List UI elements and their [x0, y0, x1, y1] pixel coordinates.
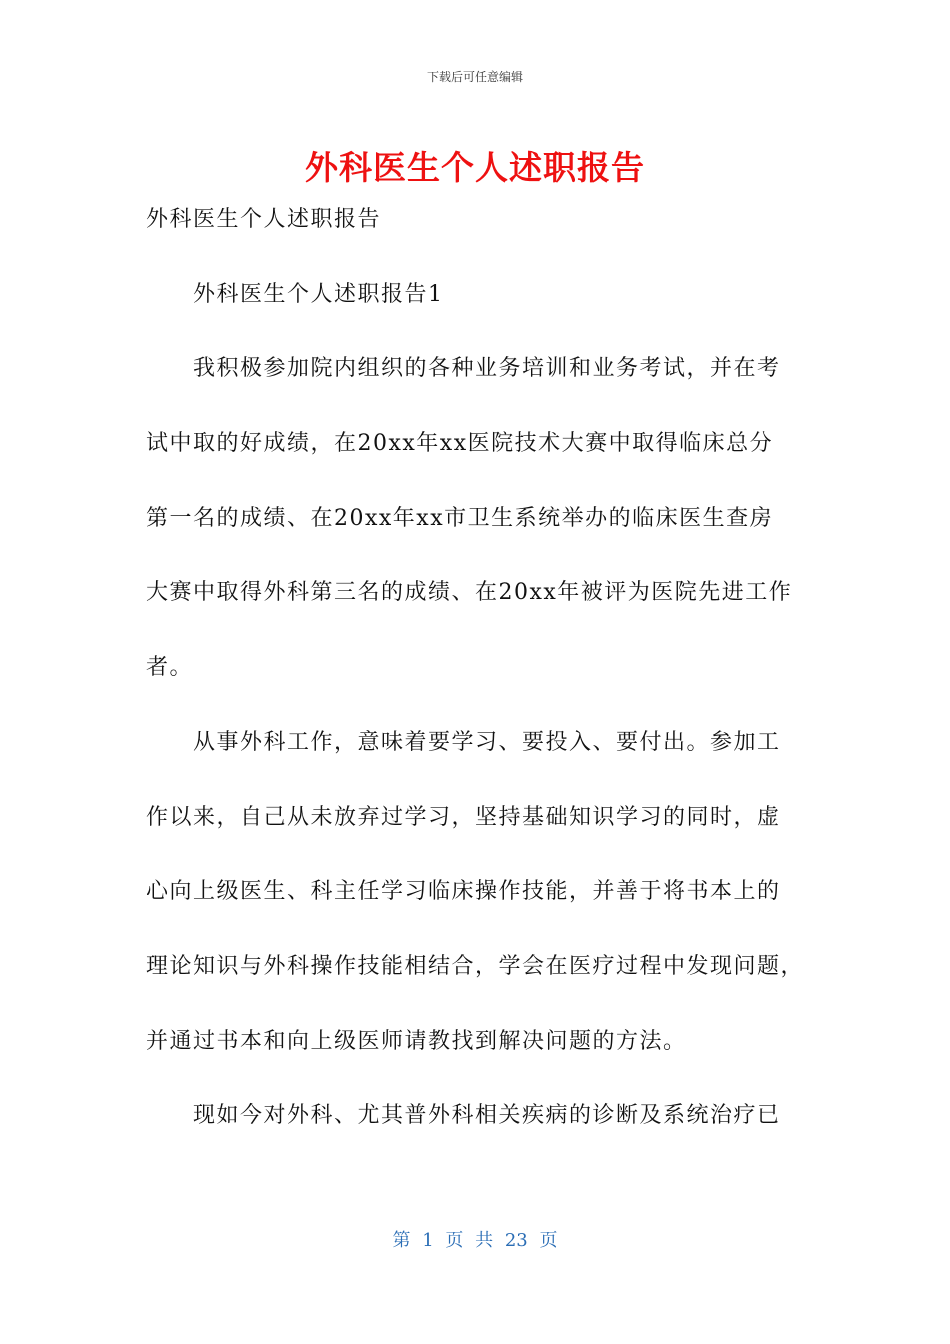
paragraph-line: 者。 [146, 655, 194, 680]
document-title: 外科医生个人述职报告 [305, 148, 645, 187]
paragraph-line: 大赛中取得外科第三名的成绩、在20xx年被评为医院先进工作 [146, 580, 793, 605]
paragraph-line: 并通过书本和向上级医师请教找到解决问题的方法。 [146, 1029, 687, 1054]
header-note: 下载后可任意编辑 [426, 70, 523, 84]
paragraph-line: 从事外科工作，意味着要学习、要投入、要付出。参加工 [193, 730, 781, 755]
section-heading: 外科医生个人述职报告1 [193, 282, 444, 307]
paragraph-line: 现如今对外科、尤其普外科相关疾病的诊断及系统治疗已 [193, 1103, 781, 1128]
paragraph-line: 试中取的好成绩，在20xx年xx医院技术大赛中取得临床总分 [146, 431, 774, 456]
page-footer: 第 1 页 共 23 页 [392, 1230, 558, 1251]
subtitle: 外科医生个人述职报告 [146, 207, 382, 232]
paragraph-line: 心向上级医生、科主任学习临床操作技能，并善于将书本上的 [146, 879, 781, 904]
paragraph-line: 理论知识与外科操作技能相结合，学会在医疗过程中发现问题， [146, 954, 805, 979]
paragraph-line: 第一名的成绩、在20xx年xx市卫生系统举办的临床医生查房 [146, 506, 774, 531]
paragraph-line: 作以来，自己从未放弃过学习，坚持基础知识学习的同时，虚 [146, 805, 781, 830]
paragraph-line: 我积极参加院内组织的各种业务培训和业务考试，并在考 [193, 356, 781, 381]
